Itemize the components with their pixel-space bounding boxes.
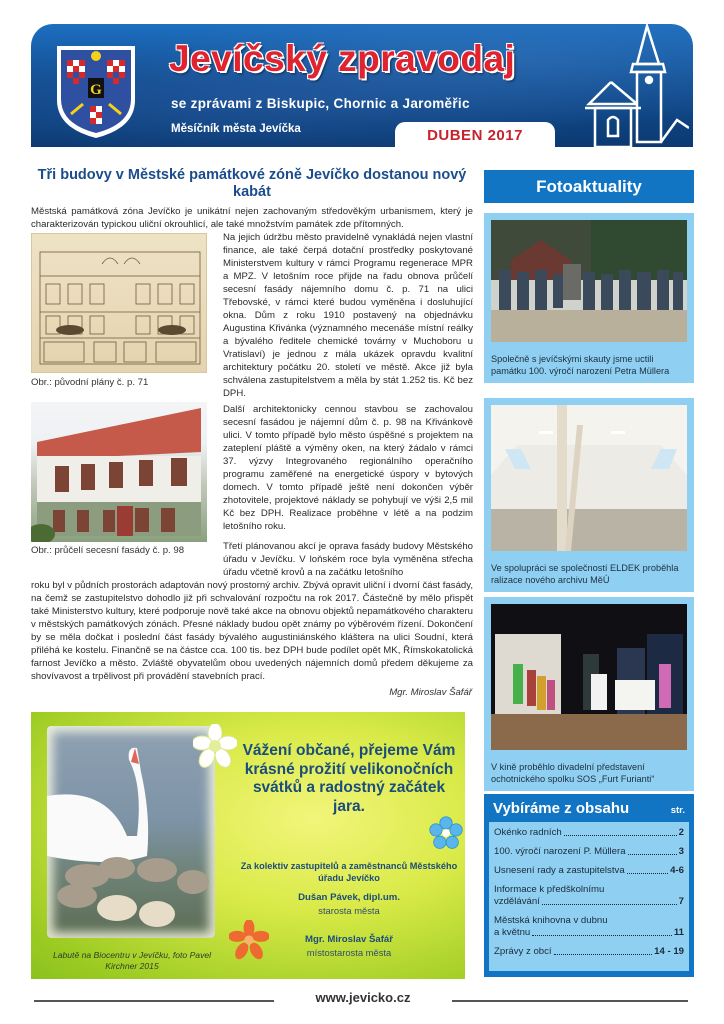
toc-item[interactable] (494, 865, 684, 877)
toc-item-page: 3 (678, 846, 684, 857)
footer-divider (34, 1000, 274, 1002)
photo-card (484, 398, 694, 592)
toc-leader-dots (564, 835, 677, 836)
footer-divider (452, 1000, 688, 1002)
toc-leader-dots (628, 854, 677, 855)
article-author: Mgr. Miroslav Šafář (389, 687, 472, 698)
toc-item-label: 100. výročí narození P. Müllera (494, 846, 626, 857)
toc-item-label: Informace k předškolnímu (494, 884, 605, 895)
toc-item-page: 14 - 19 (654, 946, 684, 957)
toc-item[interactable] (494, 915, 684, 939)
toc-item-label: Zprávy z obcí (494, 946, 552, 957)
toc-item[interactable] (494, 946, 684, 958)
footer-website-link[interactable]: www.jevicko.cz (315, 990, 411, 1005)
toc-leader-dots (554, 954, 653, 955)
scouts-group-photo (491, 220, 687, 342)
signer-role: místostarosta města (306, 947, 392, 958)
house-photo-icon (31, 402, 207, 542)
issue-date: DUBEN 2017 (395, 122, 555, 147)
toc-item-page: 2 (678, 827, 684, 838)
article-intro: Městská památková zóna Jevíčko je unikátní nejen zachovaným středověkým urbanismem, který je charakterizován typickou uliční okrouhlicí, ale také množstvím památek zde přítomných. (31, 206, 473, 230)
toc-item-label: Okénko radních (494, 827, 562, 838)
figure-original-plans-image (31, 233, 207, 373)
article-title: Tři budovy v Městské památkové zóně Jevíčko dostanou nový kabát (37, 167, 467, 200)
toc-list (489, 822, 689, 971)
photo-caption: V kině proběhlo divadelní představení ochotnického spolku SOS „Furt Furianti“ (491, 762, 655, 784)
toc-item-page: 11 (673, 927, 684, 938)
figure-facade-image (31, 402, 207, 542)
toc-leader-dots (542, 904, 677, 905)
newsletter-monthly-label: Měsíčník města Jevíčka (171, 123, 301, 135)
toc-header (489, 798, 689, 822)
masthead (31, 24, 693, 147)
article-paragraph: roku byl v půdních prostorách adaptován nový prostorný archiv. Zbývá opravit uliční i dvorní část fasády, na čemž se zastupitelstvo dohodlo již při schvalování rozpočtu na rok 2017. Částečně by mělo přispět také Ministerstvo kultury, které podporuje nově také akce na obnovu objektů nepamátkového charakteru v městských památkových zónách. Přesné náklady budou opět známy po výběrovém řízení. Dokončení by se měla dočkat i poslední část fasády bývalého augustiniánského kláštera na ulici Soudní, která přiléhá ke kostelu. Finančně se na částce cca. 100 tis. bez DPH bude podílet opět MK, Římskokatolická farnost Jevíčko a město. Zvláště obyvatelům obou uvedených nájemních domů předem děkujeme za shovívavost a trpělivost při provádění stavebních prací. (31, 580, 473, 682)
greeting-headline: Vážení občané, přejeme Vám krásné prožití velikonočních svátků a radostný začátek jara. (242, 742, 456, 815)
swan-icon (47, 726, 215, 938)
toc-item[interactable] (494, 827, 684, 839)
toc-item-label: Usnesení rady a zastupitelstva (494, 865, 625, 876)
photo-card (484, 213, 694, 383)
figure-caption: Obr.: původní plány č. p. 71 (31, 377, 149, 388)
easter-greeting-banner (31, 712, 465, 979)
article-paragraph: Další architektonicky cennou stavbou se zachovalou secesní fasádou je nájemní dům č. p. 98 na Křivánkově ulici. V tomto případě bylo město úspěšné s projektem na zateplení pláště a výměny oken, na který žádalo v rámci 37. výzvy Integrovaného regionálního operačního programu zaměřené na energetické úspory v bytových domech. V tomto případě ještě není dokončen výběr zhotovitele, projektové náklady se pohybují ve výši 2,5 mil Kč bez DPH. Realizace proběhne v létě a na podzim letošního roku. (223, 404, 473, 532)
toc-item[interactable] (494, 884, 684, 908)
newsletter-title: Jevíčský zpravodaj (169, 38, 516, 79)
toc-page-label: str. (670, 805, 685, 816)
figure-caption: Obr.: průčelí secesní fasády č. p. 98 (31, 545, 185, 556)
photo-caption: Ve spolupráci se společností ELDEK proběhla ralizace nového archivu MěÚ (491, 563, 679, 585)
signer-name: Mgr. Miroslav Šafář (305, 934, 393, 945)
swan-photo (47, 726, 215, 938)
toc-title: Vybíráme z obsahu (493, 800, 630, 817)
toc-item-label: a květnu (494, 927, 531, 938)
archive-room-photo (491, 405, 687, 551)
toc-leader-dots (532, 935, 672, 936)
building-drawing-icon (32, 234, 208, 374)
toc-item-label: Městská knihovna v dubnu (494, 915, 608, 926)
swan-photo-caption: Labutě na Biocentru v Jevíčku, foto Pavel Kirchner 2015 (52, 950, 212, 971)
signer-name: Dušan Pávek, dipl.um. (298, 892, 400, 903)
article-paragraph: Třetí plánovanou akcí je oprava fasády budovy Městského úřadu v Jevíčku. V loňském roce byla vyměněna střecha úřadu včetně krovů a na začátku letošního (223, 541, 473, 578)
toc-leader-dots (627, 873, 668, 874)
photo-card (484, 597, 694, 791)
newsletter-subtitle: se zprávami z Biskupic, Chornic a Jaroměřic (171, 96, 470, 111)
toc-item[interactable] (494, 846, 684, 858)
table-of-contents (484, 794, 694, 977)
church-tower-icon (581, 24, 689, 147)
article-paragraph: Na jejich údržbu město pravidelně vynakládá nejen vlastní finance, ale také čerpá dotační prostředky poskytované Ministerstvem kultury v rámci Programu regenerace MPR a MPZ. V letošním roce přijde na řadu obnova průčelí secesní fasády nájemního domu č. p. 71 na ulici Třebovské, v rámci které budou vyměněna i dosluhující okna. Dům z roku 1910 postavený na objednávku Augustina Křivánka (významného mecenáše místní reálky a bývalého ředitele chemické továrny v Muchoboru u Vratislaví) je jednou z mála ukázek opravdu kvalitní architektury počátku 20. století ve městě. Akce již byla schválena zastupitelstvem a měla by stát 1.252 tis. Kč bez DPH. (223, 232, 473, 399)
photo-news-heading: Fotoaktuality (484, 170, 694, 203)
toc-item-page: 4-6 (670, 865, 684, 876)
white-flower-icon (193, 724, 237, 768)
toc-item-page: 7 (678, 896, 684, 907)
toc-item-label: vzdělávání (494, 896, 540, 907)
signer-role: starosta města (318, 905, 380, 916)
coat-of-arms-icon (53, 42, 139, 140)
blue-flower-icon (429, 816, 463, 850)
greeting-from: Za kolektiv zastupitelů a zaměstnanců Městského úřadu Jevíčko (240, 861, 458, 883)
svg-text:G: G (90, 82, 102, 98)
theatre-performance-photo (491, 604, 687, 750)
photo-caption: Společně s jevíčskými skauty jsme uctili památku 100. výročí narození Petra Müllera (491, 354, 670, 376)
